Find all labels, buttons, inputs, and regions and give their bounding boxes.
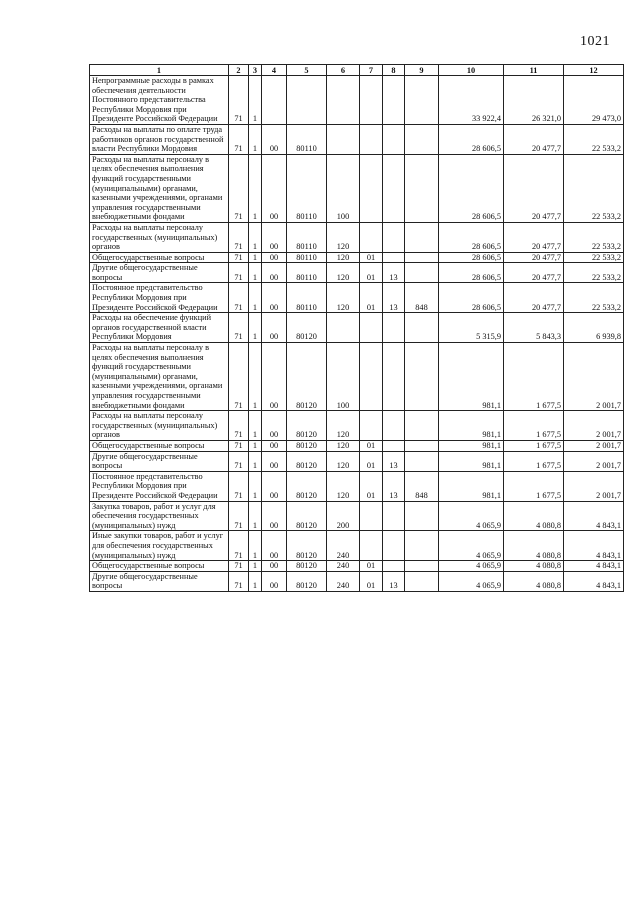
row-label: Общегосударственные вопросы <box>90 252 229 263</box>
cell-c8 <box>383 252 405 263</box>
cell-c3: 1 <box>249 154 262 222</box>
cell-c6: 100 <box>327 154 360 222</box>
cell-c7 <box>360 501 383 531</box>
column-header: 9 <box>405 65 439 76</box>
cell-c8 <box>383 76 405 125</box>
table-row <box>90 411 624 441</box>
cell-v12: 2 001,7 <box>564 451 624 471</box>
table-row <box>90 440 624 451</box>
cell-c5: 80110 <box>287 154 327 222</box>
cell-c2: 71 <box>229 531 249 561</box>
cell-c9 <box>405 531 439 561</box>
cell-c7: 01 <box>360 451 383 471</box>
cell-v12: 22 533,2 <box>564 154 624 222</box>
cell-c6: 120 <box>327 222 360 252</box>
cell-c5: 80120 <box>287 501 327 531</box>
table-row <box>90 76 624 125</box>
cell-c6: 240 <box>327 531 360 561</box>
cell-v11: 26 321,0 <box>504 76 564 125</box>
cell-c5: 80110 <box>287 222 327 252</box>
cell-c5: 80120 <box>287 531 327 561</box>
cell-c4: 00 <box>262 252 287 263</box>
cell-v10: 4 065,9 <box>439 571 504 591</box>
cell-v10: 981,1 <box>439 411 504 441</box>
cell-c2: 71 <box>229 222 249 252</box>
cell-c3: 1 <box>249 263 262 283</box>
row-label: Постоянное представительство Республики Мордовия при Президенте Российской Федерации <box>90 471 229 501</box>
cell-c8: 13 <box>383 451 405 471</box>
cell-c6: 120 <box>327 411 360 441</box>
cell-c9 <box>405 76 439 125</box>
cell-c2: 71 <box>229 283 249 313</box>
cell-c6 <box>327 313 360 343</box>
cell-c5: 80120 <box>287 571 327 591</box>
cell-c2: 71 <box>229 343 249 411</box>
table-row <box>90 531 624 561</box>
cell-v10: 4 065,9 <box>439 501 504 531</box>
cell-c9 <box>405 154 439 222</box>
cell-c8 <box>383 440 405 451</box>
row-label: Закупка товаров, работ и услуг для обеспечения государственных (муниципальных) нужд <box>90 501 229 531</box>
cell-c9 <box>405 263 439 283</box>
table-body <box>90 76 624 592</box>
cell-v12: 2 001,7 <box>564 343 624 411</box>
cell-c6: 240 <box>327 561 360 572</box>
cell-c3: 1 <box>249 571 262 591</box>
table-row <box>90 343 624 411</box>
cell-v10: 28 606,5 <box>439 124 504 154</box>
table-row <box>90 283 624 313</box>
cell-v11: 4 080,8 <box>504 571 564 591</box>
cell-v11: 20 477,7 <box>504 263 564 283</box>
cell-v10: 28 606,5 <box>439 154 504 222</box>
column-header: 6 <box>327 65 360 76</box>
row-label: Иные закупки товаров, работ и услуг для обеспечения государственных (муниципальных) нужд <box>90 531 229 561</box>
row-label: Постоянное представительство Республики Мордовия при Президенте Российской Федерации <box>90 283 229 313</box>
cell-c8 <box>383 343 405 411</box>
cell-c2: 71 <box>229 76 249 125</box>
cell-c9 <box>405 501 439 531</box>
cell-c7: 01 <box>360 571 383 591</box>
cell-c8 <box>383 561 405 572</box>
cell-c7: 01 <box>360 440 383 451</box>
cell-c3: 1 <box>249 124 262 154</box>
cell-v12: 29 473,0 <box>564 76 624 125</box>
table-row <box>90 471 624 501</box>
cell-c3: 1 <box>249 471 262 501</box>
cell-c5 <box>287 76 327 125</box>
row-label: Расходы на выплаты персоналу государственных (муниципальных) органов <box>90 411 229 441</box>
cell-c6: 120 <box>327 263 360 283</box>
column-header: 1 <box>90 65 229 76</box>
cell-c5: 80120 <box>287 440 327 451</box>
column-header: 7 <box>360 65 383 76</box>
cell-c9 <box>405 440 439 451</box>
cell-c7 <box>360 222 383 252</box>
cell-v11: 20 477,7 <box>504 252 564 263</box>
cell-c3: 1 <box>249 561 262 572</box>
cell-c6: 100 <box>327 343 360 411</box>
cell-v10: 981,1 <box>439 440 504 451</box>
cell-c3: 1 <box>249 313 262 343</box>
cell-v10: 5 315,9 <box>439 313 504 343</box>
column-header: 10 <box>439 65 504 76</box>
cell-c9 <box>405 343 439 411</box>
page-number: 1021 <box>580 34 610 49</box>
cell-c6: 120 <box>327 471 360 501</box>
cell-c4: 00 <box>262 263 287 283</box>
cell-v12: 22 533,2 <box>564 222 624 252</box>
cell-c8: 13 <box>383 571 405 591</box>
cell-c2: 71 <box>229 471 249 501</box>
column-header: 2 <box>229 65 249 76</box>
cell-v12: 22 533,2 <box>564 283 624 313</box>
table-row <box>90 263 624 283</box>
cell-v10: 4 065,9 <box>439 561 504 572</box>
cell-v10: 981,1 <box>439 451 504 471</box>
cell-v12: 4 843,1 <box>564 571 624 591</box>
cell-v11: 1 677,5 <box>504 343 564 411</box>
row-label: Расходы на выплаты персоналу государственных (муниципальных) органов <box>90 222 229 252</box>
cell-c8: 13 <box>383 283 405 313</box>
cell-c3: 1 <box>249 343 262 411</box>
cell-v12: 22 533,2 <box>564 124 624 154</box>
column-header: 5 <box>287 65 327 76</box>
cell-c4: 00 <box>262 343 287 411</box>
cell-c7 <box>360 313 383 343</box>
cell-v11: 20 477,7 <box>504 124 564 154</box>
column-header: 4 <box>262 65 287 76</box>
cell-c2: 71 <box>229 451 249 471</box>
cell-v10: 28 606,5 <box>439 283 504 313</box>
cell-c7 <box>360 531 383 561</box>
cell-c7 <box>360 154 383 222</box>
cell-c2: 71 <box>229 440 249 451</box>
cell-c6: 120 <box>327 283 360 313</box>
cell-v10: 28 606,5 <box>439 222 504 252</box>
cell-c2: 71 <box>229 252 249 263</box>
cell-c8 <box>383 411 405 441</box>
table-row <box>90 451 624 471</box>
row-label: Непрограммные расходы в рамках обеспечения деятельности Постоянного представительства Республики Мордовия при Президенте Российской Федерации <box>90 76 229 125</box>
cell-v12: 6 939,8 <box>564 313 624 343</box>
table-row <box>90 561 624 572</box>
cell-v12: 2 001,7 <box>564 440 624 451</box>
cell-c3: 1 <box>249 283 262 313</box>
cell-c8: 13 <box>383 471 405 501</box>
cell-c9 <box>405 411 439 441</box>
cell-c3: 1 <box>249 501 262 531</box>
cell-c6 <box>327 76 360 125</box>
cell-v11: 20 477,7 <box>504 283 564 313</box>
cell-c7 <box>360 124 383 154</box>
cell-c7: 01 <box>360 252 383 263</box>
cell-c5: 80120 <box>287 451 327 471</box>
cell-c5: 80110 <box>287 124 327 154</box>
cell-c3: 1 <box>249 440 262 451</box>
cell-c4 <box>262 76 287 125</box>
cell-c4: 00 <box>262 313 287 343</box>
cell-c7: 01 <box>360 471 383 501</box>
table-row <box>90 252 624 263</box>
cell-c2: 71 <box>229 501 249 531</box>
cell-c4: 00 <box>262 124 287 154</box>
table-row <box>90 313 624 343</box>
cell-c3: 1 <box>249 451 262 471</box>
cell-c9 <box>405 571 439 591</box>
cell-v12: 4 843,1 <box>564 531 624 561</box>
cell-c2: 71 <box>229 124 249 154</box>
cell-c4: 00 <box>262 411 287 441</box>
cell-c3: 1 <box>249 411 262 441</box>
cell-c6 <box>327 124 360 154</box>
cell-v11: 1 677,5 <box>504 411 564 441</box>
cell-v12: 4 843,1 <box>564 561 624 572</box>
cell-c2: 71 <box>229 263 249 283</box>
cell-c8 <box>383 124 405 154</box>
cell-c9 <box>405 222 439 252</box>
row-label: Расходы на выплаты персоналу в целях обеспечения выполнения функций государственными (муниципальными) органами, казенными учреждениями, органами управления государственными внебюджетными фондами <box>90 154 229 222</box>
row-label: Общегосударственные вопросы <box>90 561 229 572</box>
cell-c4: 00 <box>262 154 287 222</box>
cell-c8: 13 <box>383 263 405 283</box>
cell-c9 <box>405 252 439 263</box>
cell-v11: 1 677,5 <box>504 440 564 451</box>
cell-c5: 80120 <box>287 313 327 343</box>
cell-c4: 00 <box>262 501 287 531</box>
cell-v10: 4 065,9 <box>439 531 504 561</box>
cell-c3: 1 <box>249 531 262 561</box>
row-label: Другие общегосударственные вопросы <box>90 263 229 283</box>
cell-v12: 2 001,7 <box>564 411 624 441</box>
cell-c2: 71 <box>229 313 249 343</box>
cell-c9 <box>405 124 439 154</box>
cell-c5: 80110 <box>287 252 327 263</box>
table-row <box>90 222 624 252</box>
cell-c4: 00 <box>262 440 287 451</box>
cell-c6: 200 <box>327 501 360 531</box>
cell-v10: 981,1 <box>439 471 504 501</box>
cell-c2: 71 <box>229 154 249 222</box>
cell-v11: 4 080,8 <box>504 531 564 561</box>
cell-c7 <box>360 343 383 411</box>
row-label: Расходы на обеспечение функций органов государственной власти Республики Мордовия <box>90 313 229 343</box>
cell-c4: 00 <box>262 451 287 471</box>
table-row <box>90 501 624 531</box>
cell-c8 <box>383 531 405 561</box>
cell-c6: 120 <box>327 440 360 451</box>
cell-v11: 1 677,5 <box>504 451 564 471</box>
table-header-row <box>90 65 624 76</box>
row-label: Общегосударственные вопросы <box>90 440 229 451</box>
budget-table <box>89 64 624 592</box>
cell-c3: 1 <box>249 76 262 125</box>
cell-v12: 2 001,7 <box>564 471 624 501</box>
cell-c4: 00 <box>262 471 287 501</box>
cell-v12: 22 533,2 <box>564 252 624 263</box>
cell-c2: 71 <box>229 561 249 572</box>
cell-v11: 5 843,3 <box>504 313 564 343</box>
column-header: 11 <box>504 65 564 76</box>
cell-v12: 4 843,1 <box>564 501 624 531</box>
cell-c9: 848 <box>405 471 439 501</box>
cell-c5: 80120 <box>287 411 327 441</box>
cell-v10: 33 922,4 <box>439 76 504 125</box>
cell-c6: 120 <box>327 451 360 471</box>
cell-c7: 01 <box>360 283 383 313</box>
cell-v11: 20 477,7 <box>504 222 564 252</box>
cell-c4: 00 <box>262 571 287 591</box>
column-header: 8 <box>383 65 405 76</box>
cell-v10: 28 606,5 <box>439 252 504 263</box>
cell-c8 <box>383 313 405 343</box>
table-row <box>90 124 624 154</box>
cell-v10: 28 606,5 <box>439 263 504 283</box>
cell-v11: 1 677,5 <box>504 471 564 501</box>
cell-v11: 20 477,7 <box>504 154 564 222</box>
cell-c5: 80120 <box>287 471 327 501</box>
cell-c8 <box>383 154 405 222</box>
cell-c5: 80120 <box>287 561 327 572</box>
cell-c9 <box>405 451 439 471</box>
cell-c4: 00 <box>262 222 287 252</box>
cell-v10: 981,1 <box>439 343 504 411</box>
cell-c4: 00 <box>262 531 287 561</box>
row-label: Расходы на выплаты персоналу в целях обеспечения выполнения функций государственными (муниципальными) органами, казенными учреждениями, органами управления государственными внебюджетными фондами <box>90 343 229 411</box>
cell-c2: 71 <box>229 411 249 441</box>
cell-v11: 4 080,8 <box>504 561 564 572</box>
row-label: Расходы на выплаты по оплате труда работников органов государственной власти Республики Мордовия <box>90 124 229 154</box>
cell-c5: 80120 <box>287 343 327 411</box>
cell-c7 <box>360 76 383 125</box>
cell-c7 <box>360 411 383 441</box>
table-row <box>90 154 624 222</box>
row-label: Другие общегосударственные вопросы <box>90 451 229 471</box>
cell-c7: 01 <box>360 263 383 283</box>
table-row <box>90 571 624 591</box>
cell-c9: 848 <box>405 283 439 313</box>
cell-v12: 22 533,2 <box>564 263 624 283</box>
cell-c8 <box>383 501 405 531</box>
column-header: 12 <box>564 65 624 76</box>
cell-c6: 240 <box>327 571 360 591</box>
cell-c9 <box>405 313 439 343</box>
cell-c5: 80110 <box>287 283 327 313</box>
cell-c5: 80110 <box>287 263 327 283</box>
cell-c3: 1 <box>249 222 262 252</box>
cell-c9 <box>405 561 439 572</box>
cell-c3: 1 <box>249 252 262 263</box>
cell-c2: 71 <box>229 571 249 591</box>
column-header: 3 <box>249 65 262 76</box>
cell-c6: 120 <box>327 252 360 263</box>
row-label: Другие общегосударственные вопросы <box>90 571 229 591</box>
cell-c8 <box>383 222 405 252</box>
cell-v11: 4 080,8 <box>504 501 564 531</box>
cell-c4: 00 <box>262 283 287 313</box>
cell-c4: 00 <box>262 561 287 572</box>
cell-c7: 01 <box>360 561 383 572</box>
